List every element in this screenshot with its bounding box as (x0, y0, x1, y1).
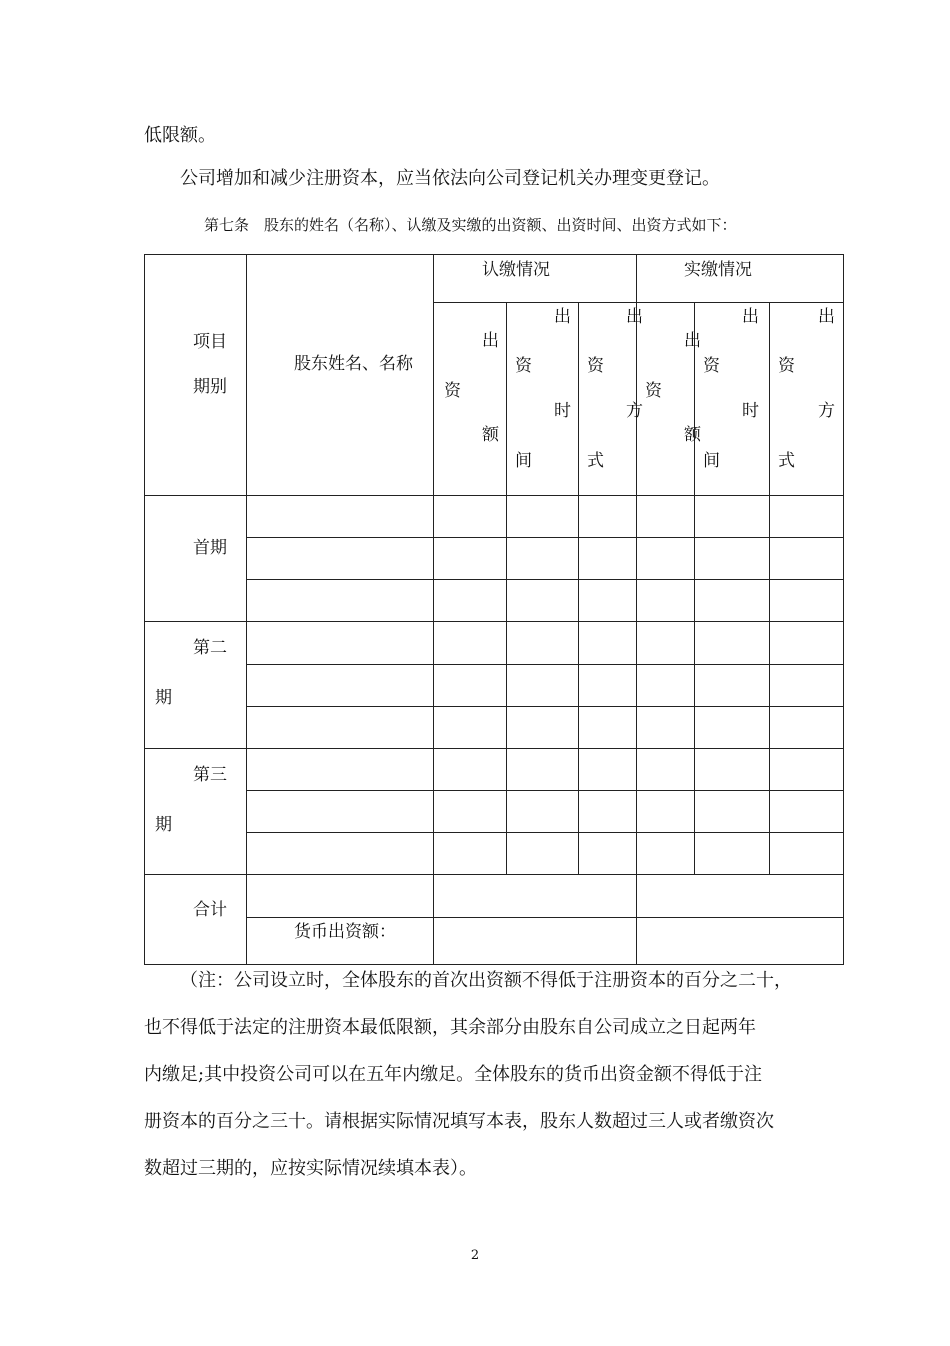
currency-label: 货币出资额： (294, 921, 396, 942)
subscribed-time-cell[interactable] (507, 832, 579, 874)
paid-time-cell[interactable] (695, 706, 770, 748)
total-paid-cell[interactable] (637, 874, 844, 917)
header-char: 间 (703, 451, 721, 472)
total-label: 合计 (193, 899, 227, 920)
paid-amount-cell[interactable] (637, 622, 695, 664)
paid-time-cell[interactable] (695, 832, 770, 874)
paid-time-cell[interactable] (695, 580, 770, 622)
total-subscribed-cell[interactable] (434, 874, 637, 917)
table-row (145, 538, 844, 580)
note-line: 册资本的百分之三十。请根据实际情况填写本表，股东人数超过三人或者缴资次 (144, 1111, 774, 1132)
header-char: 方 (626, 401, 643, 422)
note-line: 内缴足;其中投资公司可以在五年内缴足。全体股东的货币出资金额不得低于注 (144, 1064, 763, 1085)
table-header-row (145, 255, 844, 303)
subscribed-time-cell[interactable] (507, 496, 579, 538)
period-cell-third (145, 748, 247, 874)
period-label: 第三 (193, 764, 227, 785)
header-char: 时 (742, 401, 760, 422)
subscribed-time-cell[interactable] (507, 538, 579, 580)
header-item-label: 项目 (193, 332, 227, 352)
currency-subscribed-cell[interactable] (434, 917, 637, 964)
total-name-cell[interactable] (247, 874, 434, 917)
note-line: 也不得低于法定的注册资本最低限额，其余部分由股东自公司成立之日起两年 (144, 1017, 756, 1038)
header-subscribed (434, 255, 637, 303)
header-paid (637, 255, 844, 303)
table-row (145, 580, 844, 622)
header-char: 资 (703, 356, 721, 377)
subscribed-method-cell[interactable] (579, 790, 637, 832)
header-char: 出 (626, 307, 643, 328)
paid-method-cell[interactable] (770, 580, 844, 622)
header-char: 资 (778, 356, 796, 377)
paid-method-cell[interactable] (770, 622, 844, 664)
page-number: 2 (470, 1248, 480, 1263)
subscribed-time-cell[interactable] (507, 790, 579, 832)
table-row (145, 622, 844, 664)
header-char: 资 (515, 356, 532, 377)
header-subscribed-method (579, 303, 643, 496)
paid-method-cell[interactable] (770, 748, 844, 790)
header-char: 式 (587, 451, 604, 472)
header-char: 出 (818, 307, 836, 328)
table-row (145, 832, 844, 874)
subscribed-amount-cell[interactable] (434, 748, 507, 790)
paid-time-cell[interactable] (695, 538, 770, 580)
header-char: 资 (587, 356, 604, 377)
shareholder-name-cell[interactable] (247, 538, 434, 580)
header-item-period (145, 255, 247, 496)
total-row (145, 874, 844, 917)
shareholder-name-cell[interactable] (247, 790, 434, 832)
period-cell-first (145, 496, 247, 622)
paid-amount-cell[interactable] (637, 580, 695, 622)
period-label: 第二 (193, 638, 227, 659)
subscribed-amount-cell[interactable] (434, 832, 507, 874)
subscribed-amount-cell[interactable] (434, 664, 507, 706)
subscribed-amount-cell[interactable] (434, 538, 507, 580)
header-subscribed-time (507, 303, 579, 496)
table-row (145, 790, 844, 832)
header-char: 资 (645, 381, 663, 402)
subscribed-method-cell[interactable] (579, 706, 637, 748)
paid-amount-cell[interactable] (637, 706, 695, 748)
currency-paid-cell[interactable] (637, 917, 844, 964)
capital-contribution-table (144, 254, 844, 965)
header-char: 出 (554, 307, 571, 328)
total-label-cell (145, 874, 247, 964)
header-shareholder-name-label: 股东姓名、名称 (294, 354, 413, 374)
paid-amount-cell[interactable] (637, 664, 695, 706)
note-line: 数超过三期的，应按实际情况续填本表）。 (144, 1158, 477, 1179)
header-char: 间 (515, 451, 532, 472)
paid-amount-cell[interactable] (637, 496, 695, 538)
paid-time-cell[interactable] (695, 748, 770, 790)
period-cell-second (145, 622, 247, 748)
header-shareholder-name (247, 255, 434, 496)
paid-amount-cell[interactable] (637, 748, 695, 790)
table-row (145, 706, 844, 748)
shareholder-name-cell[interactable] (247, 748, 434, 790)
table-row (145, 496, 844, 538)
header-char: 出 (482, 331, 499, 352)
header-subscribed-label: 认缴情况 (482, 260, 550, 280)
header-char: 额 (482, 425, 499, 446)
table-row (145, 664, 844, 706)
paid-method-cell[interactable] (770, 790, 844, 832)
header-paid-method (770, 303, 844, 496)
header-char: 时 (554, 401, 571, 422)
subscribed-amount-cell[interactable] (434, 706, 507, 748)
subscribed-method-cell[interactable] (579, 622, 637, 664)
shareholder-name-cell[interactable] (247, 580, 434, 622)
paid-method-cell[interactable] (770, 496, 844, 538)
shareholder-name-cell[interactable] (247, 496, 434, 538)
paid-method-cell[interactable] (770, 538, 844, 580)
paragraph-capital-change: 公司增加和减少注册资本，应当依法向公司登记机关办理变更登记。 (180, 168, 720, 189)
shareholder-name-cell[interactable] (247, 706, 434, 748)
header-char: 资 (444, 381, 461, 402)
subscribed-time-cell[interactable] (507, 580, 579, 622)
paid-amount-cell[interactable] (637, 832, 695, 874)
paid-time-cell[interactable] (695, 622, 770, 664)
header-paid-amount (637, 303, 702, 496)
paid-amount-cell[interactable] (637, 538, 695, 580)
paid-method-cell[interactable] (770, 664, 844, 706)
header-char: 式 (778, 451, 796, 472)
period-label: 首期 (193, 538, 227, 559)
header-char: 额 (684, 425, 702, 446)
subscribed-method-cell[interactable] (579, 538, 637, 580)
paid-method-cell[interactable] (770, 706, 844, 748)
shareholder-name-cell[interactable] (247, 664, 434, 706)
article-seven-heading: 第七条 股东的姓名（名称）、认缴及实缴的出资额、出资时间、出资方式如下： (204, 216, 737, 234)
paid-amount-cell[interactable] (637, 790, 695, 832)
header-paid-label: 实缴情况 (684, 260, 753, 280)
header-paid-time (695, 303, 770, 496)
paragraph-continuation: 低限额。 (144, 125, 216, 146)
header-subscribed-amount (434, 303, 507, 496)
subscribed-amount-cell[interactable] (434, 496, 507, 538)
subscribed-time-cell[interactable] (507, 622, 579, 664)
subscribed-method-cell[interactable] (579, 748, 637, 790)
subscribed-amount-cell[interactable] (434, 580, 507, 622)
paid-method-cell[interactable] (770, 832, 844, 874)
table-row (145, 748, 844, 790)
header-char: 出 (742, 307, 760, 328)
subscribed-method-cell[interactable] (579, 832, 637, 874)
paid-time-cell[interactable] (695, 790, 770, 832)
shareholder-name-cell[interactable] (247, 622, 434, 664)
note-line: （注：公司设立时，全体股东的首次出资额不得低于注册资本的百分之二十， (180, 970, 792, 991)
subscribed-method-cell[interactable] (579, 664, 637, 706)
header-char: 方 (818, 401, 836, 422)
period-label-suffix: 期 (155, 688, 172, 709)
period-label-suffix: 期 (155, 814, 172, 835)
shareholder-name-cell[interactable] (247, 832, 434, 874)
subscribed-amount-cell[interactable] (434, 622, 507, 664)
subscribed-method-cell[interactable] (579, 496, 637, 538)
subscribed-amount-cell[interactable] (434, 790, 507, 832)
currency-label-cell (247, 917, 434, 964)
subscribed-time-cell[interactable] (507, 706, 579, 748)
paid-time-cell[interactable] (695, 496, 770, 538)
subscribed-time-cell[interactable] (507, 748, 579, 790)
subscribed-method-cell[interactable] (579, 580, 637, 622)
header-period-label: 期别 (193, 377, 227, 397)
currency-row (145, 917, 844, 964)
subscribed-time-cell[interactable] (507, 664, 579, 706)
paid-time-cell[interactable] (695, 664, 770, 706)
header-char: 出 (684, 331, 702, 352)
